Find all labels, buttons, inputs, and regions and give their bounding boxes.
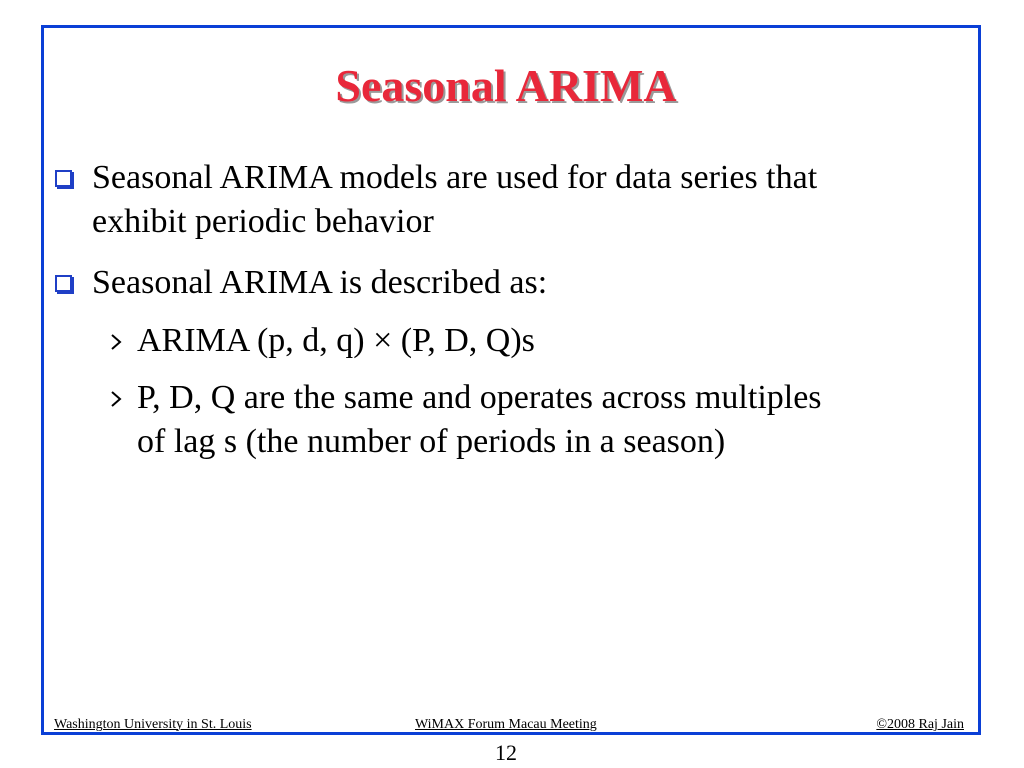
bullet-item	[92, 261, 952, 305]
sub-bullet-line: ARIMA (p, d, q) × (P, D, Q)s	[137, 322, 535, 359]
bullet-line: Seasonal ARIMA models are used for data series that	[92, 159, 818, 196]
footer-copyright: ©2008 Raj Jain	[876, 717, 964, 732]
sub-bullet-item	[137, 319, 952, 363]
square-bullet-icon	[55, 275, 72, 292]
sub-bullet-item	[137, 376, 952, 464]
footer-event: WiMAX Forum Macau Meeting	[415, 717, 597, 732]
arrowhead-bullet-icon	[109, 389, 123, 409]
sub-bullet-line: of lag s (the number of periods in a season)	[137, 423, 726, 460]
bullet-item	[92, 156, 952, 244]
bullet-line: Seasonal ARIMA is described as:	[92, 264, 548, 301]
sub-bullet-line: P, D, Q are the same and operates across multiples	[137, 379, 822, 416]
slide-title: Seasonal ARIMA	[335, 60, 677, 111]
page-number: 12	[495, 740, 517, 765]
bullet-line: exhibit periodic behavior	[92, 203, 434, 240]
footer-institution: Washington University in St. Louis	[54, 717, 252, 732]
arrowhead-bullet-icon	[109, 332, 123, 352]
square-bullet-icon	[55, 170, 72, 187]
